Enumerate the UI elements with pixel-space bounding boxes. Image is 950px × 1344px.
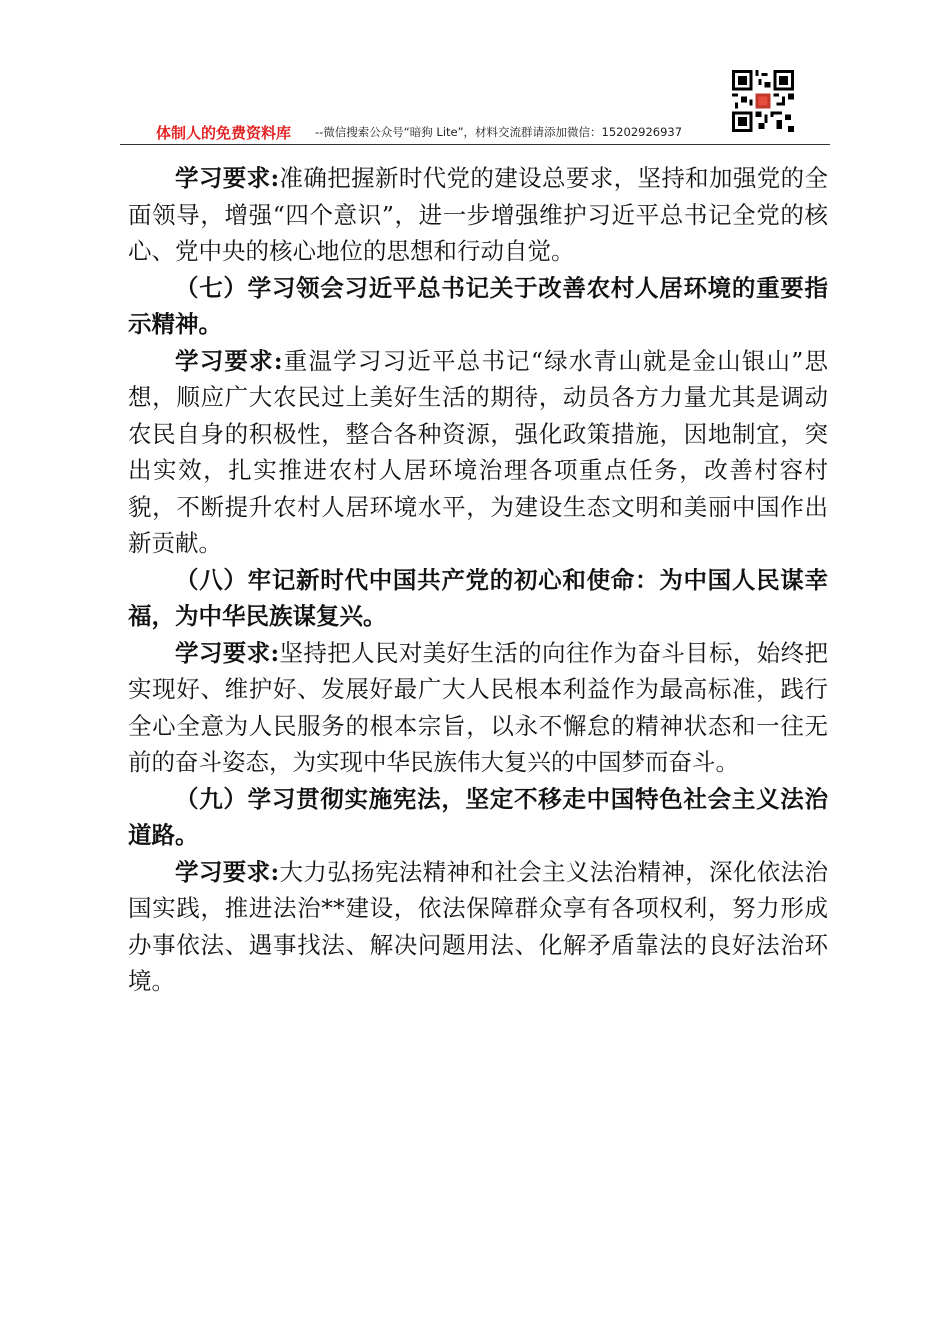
requirement-paragraph	[128, 635, 828, 781]
requirement-label: 学习要求:	[175, 164, 280, 192]
qr-code-icon	[732, 70, 794, 132]
requirement-text: 坚持把人民对美好生活的向往作为奋斗目标，始终把实现好、维护好、发展好最广大人民根本利益作为最高标准，践行全心全意为人民服务的根本宗旨，以永不懈怠的精神状态和一往无前的奋斗姿态，为实现中华民族伟大复兴的中国梦而奋斗。	[128, 638, 828, 776]
requirement-text: 重温学习习近平总书记“绿水青山就是金山银山”思想，顺应广大农民过上美好生活的期待，动员各方力量尤其是调动农民自身的积极性，整合各种资源，强化政策措施，因地制宜，突出实效，扎实推进农村人居环境治理各项重点任务，改善村容村貌，不断提升农村人居环境水平，为建设生态文明和美丽中国作出新贡献。	[128, 346, 828, 557]
brand-name: 体制人的免费资料库	[156, 124, 292, 142]
requirement-paragraph	[128, 854, 828, 1000]
requirement-paragraph	[128, 160, 828, 270]
page-header	[120, 62, 830, 146]
section-heading: （九）学习贯彻实施宪法，坚定不移走中国特色社会主义法治道路。	[128, 784, 828, 849]
section-heading: （八）牢记新时代中国共产党的初心和使命：为中国人民谋幸福，为中华民族谋复兴。	[128, 565, 828, 630]
header-divider	[120, 144, 830, 145]
section-heading: （七）学习领会习近平总书记关于改善农村人居环境的重要指示精神。	[128, 273, 828, 338]
requirement-label: 学习要求:	[175, 346, 283, 375]
requirement-label: 学习要求:	[175, 638, 280, 667]
header-tagline: --微信搜索公众号“暗狗 Lite”，材料交流群请添加微信：15202926937	[315, 125, 683, 139]
requirement-label: 学习要求:	[175, 857, 280, 886]
requirement-paragraph	[128, 343, 828, 562]
requirement-text: 准确把握新时代党的建设总要求，坚持和加强党的全面领导，增强“四个意识”，进一步增强维护习近平总书记全党的核心、党中央的核心地位的思想和行动自觉。	[128, 164, 828, 265]
document-body	[128, 160, 828, 1000]
requirement-text: 大力弘扬宪法精神和社会主义法治精神，深化依法治国实践，推进法治**建设，依法保障群众享有各项权利，努力形成办事依法、遇事找法、解决问题用法、化解矛盾靠法的良好法治环境。	[128, 857, 828, 995]
